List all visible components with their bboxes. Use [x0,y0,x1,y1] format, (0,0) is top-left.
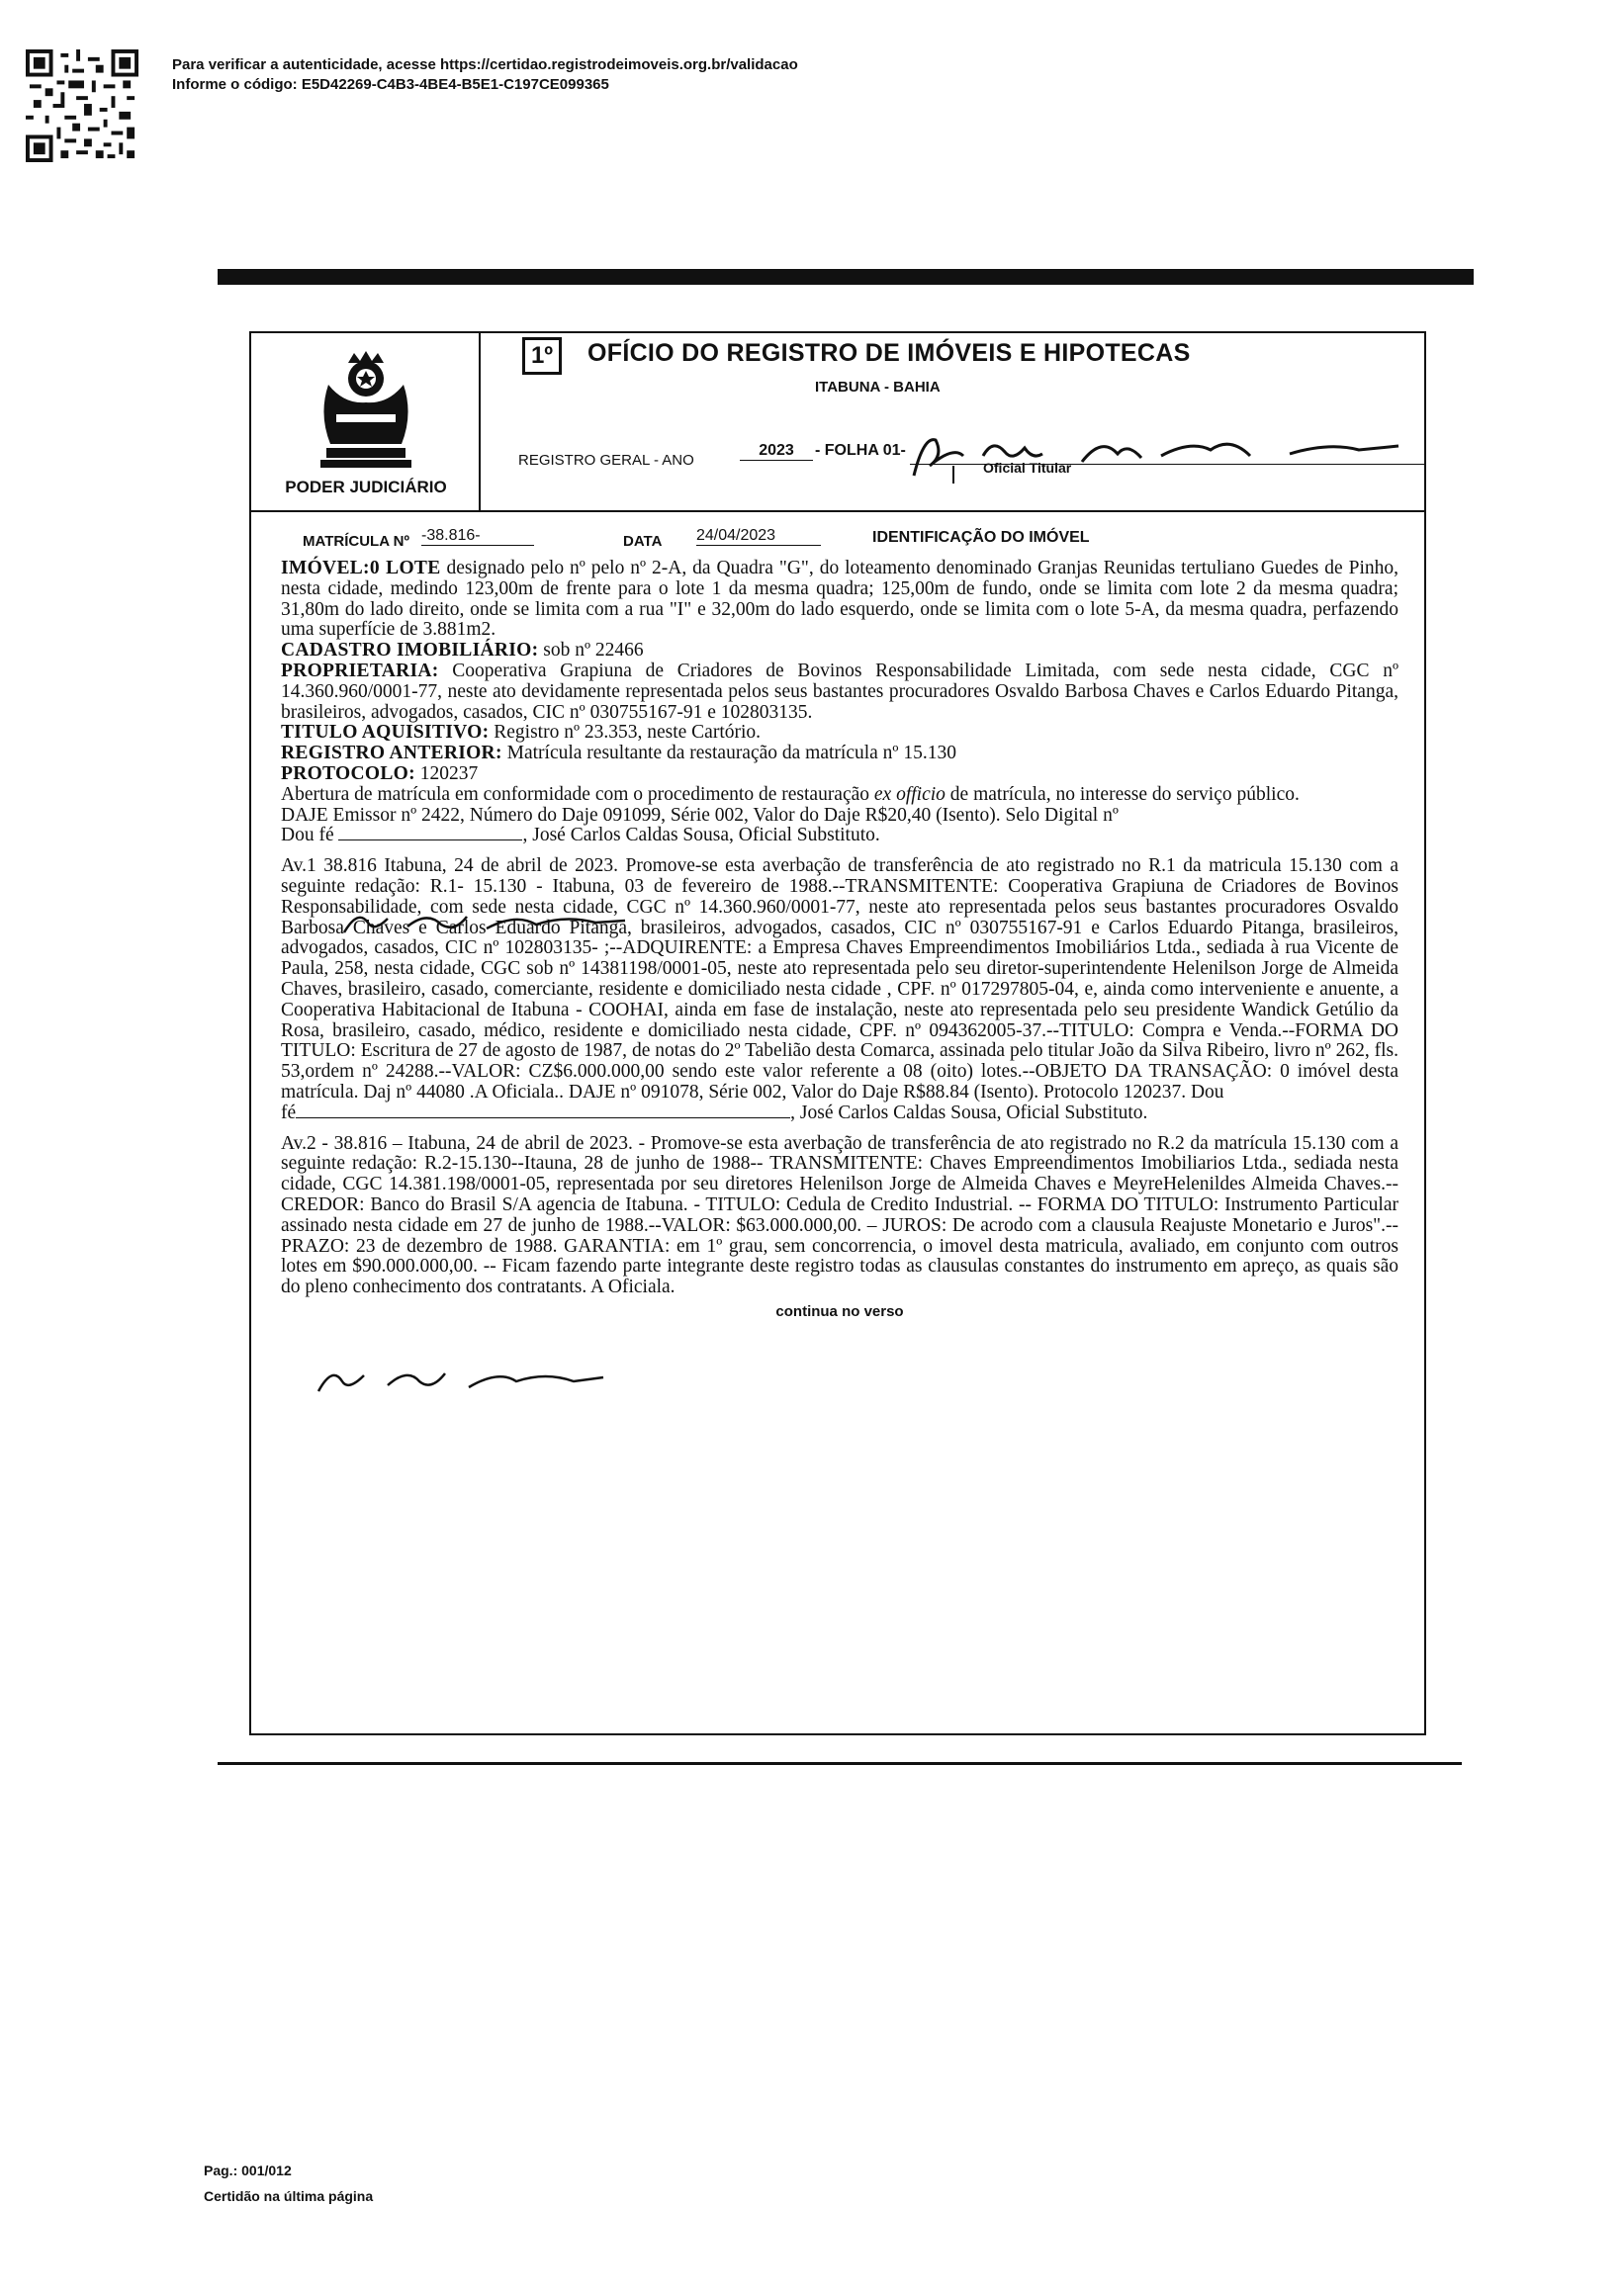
cadastro-text: sob nº 22466 [543,640,644,662]
abertura-text-end: de matrícula, no interesse do serviço público. [949,783,1300,805]
registro-anterior-text: Matrícula resultante da restauração da matrícula nº 15.130 [506,743,956,764]
imovel-text: designado pelo nº pelo nº 2-A, da Quadra "G", do loteamento denominado Granjas Reunidas tertuliano Guedes de Pinho, nesta cidade, medindo 123,00m de frente para o lote 1 da mesma quadra; 125,00m de fundo, onde se limita com lote 2 da mesma quadra; 31,80m do lado direito, onde se limita com a rua "I" e 32,00m do lado esquerdo, onde se limita com o lote 5-A, da mesma quadra, perfazendo uma superfície de 3.881m2. [281,558,1399,641]
dou-fe-line [281,826,1398,846]
proprietaria-label: PROPRIETARIA: [281,660,439,681]
top-rule [218,269,1474,285]
av1-fe-line [281,1104,1398,1124]
imovel-paragraph [281,559,1398,641]
daje1-text: DAJE Emissor nº 2422, Número do Daje 091099, Série 002, Valor do Daje R$20,40 (Isento). Selo Digital nº [281,804,1119,826]
qr-code [26,49,138,162]
signature-line [296,1104,790,1118]
imovel-label: IMÓVEL:0 LOTE [281,558,441,578]
titulo-label: TITULO AQUISITIVO: [281,722,490,744]
coat-of-arms-icon [309,345,423,474]
page-footer [204,2158,373,2209]
page-number: Pag.: 001/012 [204,2163,292,2178]
oficial-titular-label: Oficial Titular [983,460,1072,476]
registry-frame [249,331,1426,1735]
matricula-date: 24/04/2023 [696,527,821,546]
protocolo-label: PROTOCOLO: [281,762,415,784]
proprietaria-paragraph [281,662,1398,723]
titulo-paragraph [281,723,1398,744]
dou-fe-signer: , José Carlos Caldas Sousa, Oficial Substituto. [522,825,880,846]
verification-url-line: Para verificar a autenticidade, acesse https://certidao.registrodeimoveis.org.br/validacao [172,56,798,73]
dou-fe-label: Dou fé [281,825,334,846]
registro-label: REGISTRO GERAL - ANO [518,452,694,469]
registro-year: 2023 [740,442,813,461]
abertura-text: Abertura de matrícula em conformidade com o procedimento de restauração [281,783,870,805]
av1-signer: , José Carlos Caldas Sousa, Oficial Substituto. [790,1102,1148,1123]
protocolo-paragraph [281,764,1398,785]
abertura-paragraph [281,785,1398,806]
seal-box [251,333,481,512]
matricula-label: MATRÍCULA Nº [303,533,409,550]
seal-caption: PODER JUDICIÁRIO [285,478,447,496]
official-signature [894,426,1408,486]
ex-officio: ex officio [873,783,946,805]
registro-anterior-label: REGISTRO ANTERIOR: [281,743,502,764]
signature-scribble [313,1360,609,1399]
av1-paragraph [281,856,1398,1104]
office-number: 1º [522,337,562,375]
bottom-rule [218,1762,1462,1765]
cadastro-paragraph [281,641,1398,662]
office-city: ITABUNA - BAHIA [815,379,941,396]
certidao-note: Certidão na última página [204,2188,374,2204]
protocolo-text: 120237 [419,762,479,784]
section-title: IDENTIFICAÇÃO DO IMÓVEL [872,529,1090,546]
titulo-text: Registro nº 23.353, neste Cartório. [494,722,762,744]
av1-fe-label: fé [281,1102,297,1123]
verification-notice [172,55,798,95]
proprietaria-text: Cooperativa Grapiuna de Criadores de Bovinos Responsabilidade Limitada, com sede nesta cidade, CGC nº 14.360.960/0001-77, neste ato devidamente representada pelos seus bastantes procuradores Osvaldo Barbosa Chaves e Carlos Eduardo Pitanga, brasileiros, advogados, casados, CIC nº 030755167-91 e 102803135. [281,660,1399,723]
date-label: DATA [623,533,663,550]
signature-scribble [338,903,635,942]
av1-text: Av.1 38.816 Itabuna, 24 de abril de 2023. Promove-se esta averbação de transferência de ato registrado no R.1 da matricula 15.130 com a seguinte redação: R.1- 15.130 - Itabuna, 03 de fevereiro de 1988.--TRANSMITENTE: Cooperativa Grapiuna de Criadores de Bovinos Responsabilidade, com sede nesta cidade, CGC nº 14.360.960/0001-77, neste ato representada pelos seus bastantes procuradores Osvaldo Barbosa Chaves e Carlos Eduardo Pitanga, brasileiros, advogados, casados, CIC nº 030755167-91 e Carlos Eduardo Pitanga, brasileiros, advogados, casados, CIC nº 102803135- ;--ADQUIRENTE: a Empresa Chaves Empreendimentos Imobiliários Ltda., sediada à rua Vicente de Paula, 258, nesta cidade, CGC sob nº 14381198/0001-05, neste ato representada pelo seu diretor-superintendente Helenilson Jorge de Almeida Chaves, brasileiro, casado, comerciante, residente e domiciliado nesta cidade , CPF. nº 017297805-04, e, ainda como interveniente e anuente, a Cooperativa Habitacional de Itabuna - COOHAI, ainda em fase de instalação, neste ato representada pelo seu presidente Wandick Getúlio da Rosa, brasileiro, casado, médico, residente e domiciliado nesta cidade, CPF. nº 094362005-37.--TITULO: Compra e Venda.--FORMA DO TITULO: Escritura de 27 de agosto de 1987, de notas do 2º Tabelião desta Comarca, assinada pelo titular João da Silva Ribeiro, livro nº 262, fls. 53,ordem nº 24288.--VALOR: CZ$6.000.000,00 sendo este valor referente a 08 (oito) lotes.--OBJETO DA TRANSAÇÃO: 0 imóvel desta matrícula. Daj nº 44080 .A Oficiala.. DAJE nº 091078, Série 002, Valor do Daje R$88.84 (Isento). Protocolo 120237. Dou [281,855,1398,1103]
verification-code-line: Informe o código: E5D42269-C4B3-4BE4-B5E1-C197CE099365 [172,76,609,93]
registro-folha: - FOLHA 01- [815,442,906,459]
signature-line [338,826,522,840]
office-header [479,333,1426,512]
cadastro-label: CADASTRO IMOBILIÁRIO: [281,640,539,662]
av2-text: Av.2 - 38.816 – Itabuna, 24 de abril de 2023. - Promove-se esta averbação de transferência de ato registrado no R.2 da matrícula 15.130 com a seguinte redação: R.2-15.130--Itauna, 28 de junho de 1988-- TRANSMITENTE: Chaves Empreendimentos Imobiliarios Ltda., sediada nesta cidade, CGC 14.381.198/0001-05, representada por seu diretores Helenilson Jorge de Almeida Chaves e MeyreHelenildes Almeida Chaves.-- CREDOR: Banco do Brasil S/A agencia de Itabuna. - TITULO: Cedula de Credito Industrial. -- FORMA DO TITULO: Instrumento Particular assinado nesta cidade em 27 de junho de 1988.--VALOR: $63.000.000,00. – JUROS: De acrodo com a clausula Reajuste Monetario e Juros".-- PRAZO: 23 de dezembro de 1988. GARANTIA: em 1º grau, sem concorrencia, o imovel desta matricula, avaliado, em conjunto com outros lotes em $90.000.000,00. -- Ficam fazendo parte integrante deste registro todas as clausulas constantes do instrumento em apreço, as quais são do pleno conhecimento dos contratants. A Oficiala. [281,1132,1398,1298]
registro-anterior-paragraph [281,744,1398,764]
matricula-number: -38.816- [421,527,534,546]
office-title: OFÍCIO DO REGISTRO DE IMÓVEIS E HIPOTECAS [587,339,1191,367]
av2-paragraph [281,1134,1398,1298]
continua-no-verso: continua no verso [775,1302,904,1320]
daje1-paragraph [281,806,1398,827]
